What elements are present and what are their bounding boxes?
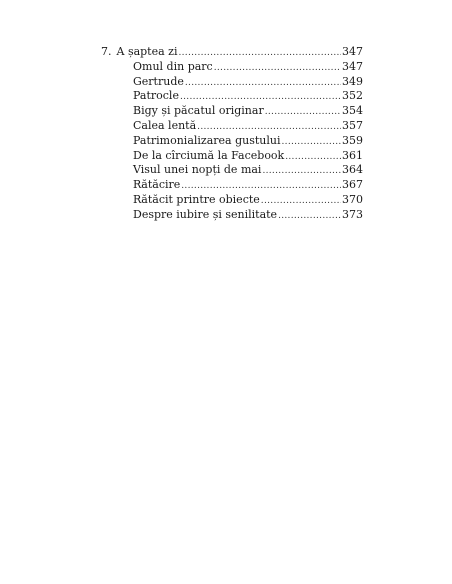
toc-entry-title: Calea lentă xyxy=(133,118,197,132)
toc-entry xyxy=(101,89,363,104)
dot-leader xyxy=(181,179,341,194)
toc-entry-page: 347 xyxy=(342,59,363,73)
toc-entry-page: 349 xyxy=(342,74,363,88)
toc-entry-title: Rătăcire xyxy=(133,178,181,192)
dot-leader xyxy=(197,120,341,135)
dot-leader xyxy=(285,150,341,165)
chapter-number: 7. xyxy=(101,45,112,58)
toc-entry-page: 364 xyxy=(342,163,363,177)
toc-entry-title: Gertrude xyxy=(133,74,184,88)
toc-chapter-row xyxy=(101,45,363,60)
table-of-contents xyxy=(101,45,363,223)
toc-entry xyxy=(101,149,363,164)
toc-entry-title: Visul unei nopți de mai xyxy=(133,163,262,177)
chapter-page-number: 347 xyxy=(342,45,363,58)
toc-entry-title: De la cîrciumă la Facebook xyxy=(133,148,285,162)
dot-leader xyxy=(178,46,341,61)
dot-leader xyxy=(180,90,341,105)
toc-entry-page: 359 xyxy=(342,133,363,147)
toc-entry xyxy=(101,119,363,134)
toc-entry-page: 370 xyxy=(342,192,363,206)
toc-entry-title: Bigy și păcatul originar xyxy=(133,104,264,118)
toc-entry xyxy=(101,104,363,119)
toc-entry-title: Despre iubire și senilitate xyxy=(133,207,278,221)
toc-entry-page: 367 xyxy=(342,178,363,192)
dot-leader xyxy=(278,209,341,224)
dot-leader xyxy=(261,194,341,209)
dot-leader xyxy=(262,164,341,179)
toc-entry-page: 357 xyxy=(342,118,363,132)
chapter-title: A șaptea zi xyxy=(116,45,178,58)
toc-entry-title: Patrocle xyxy=(133,89,179,103)
toc-entry xyxy=(101,193,363,208)
toc-entry-page: 361 xyxy=(342,148,363,162)
toc-entry-title: Rătăcit printre obiecte xyxy=(133,192,260,206)
toc-entry xyxy=(101,163,363,178)
dot-leader xyxy=(265,105,341,120)
toc-entry-title: Patrimonializarea gustului xyxy=(133,133,281,147)
toc-entry-page: 354 xyxy=(342,104,363,118)
toc-entry xyxy=(101,60,363,75)
toc-entry-page: 352 xyxy=(342,89,363,103)
dot-leader xyxy=(185,76,341,91)
toc-entry xyxy=(101,134,363,149)
dot-leader xyxy=(282,135,342,150)
toc-entry xyxy=(101,208,363,223)
toc-entry xyxy=(101,178,363,193)
toc-entry-title: Omul din parc xyxy=(133,59,213,73)
toc-entry-page: 373 xyxy=(342,207,363,221)
dot-leader xyxy=(214,61,341,76)
toc-entry xyxy=(101,75,363,90)
